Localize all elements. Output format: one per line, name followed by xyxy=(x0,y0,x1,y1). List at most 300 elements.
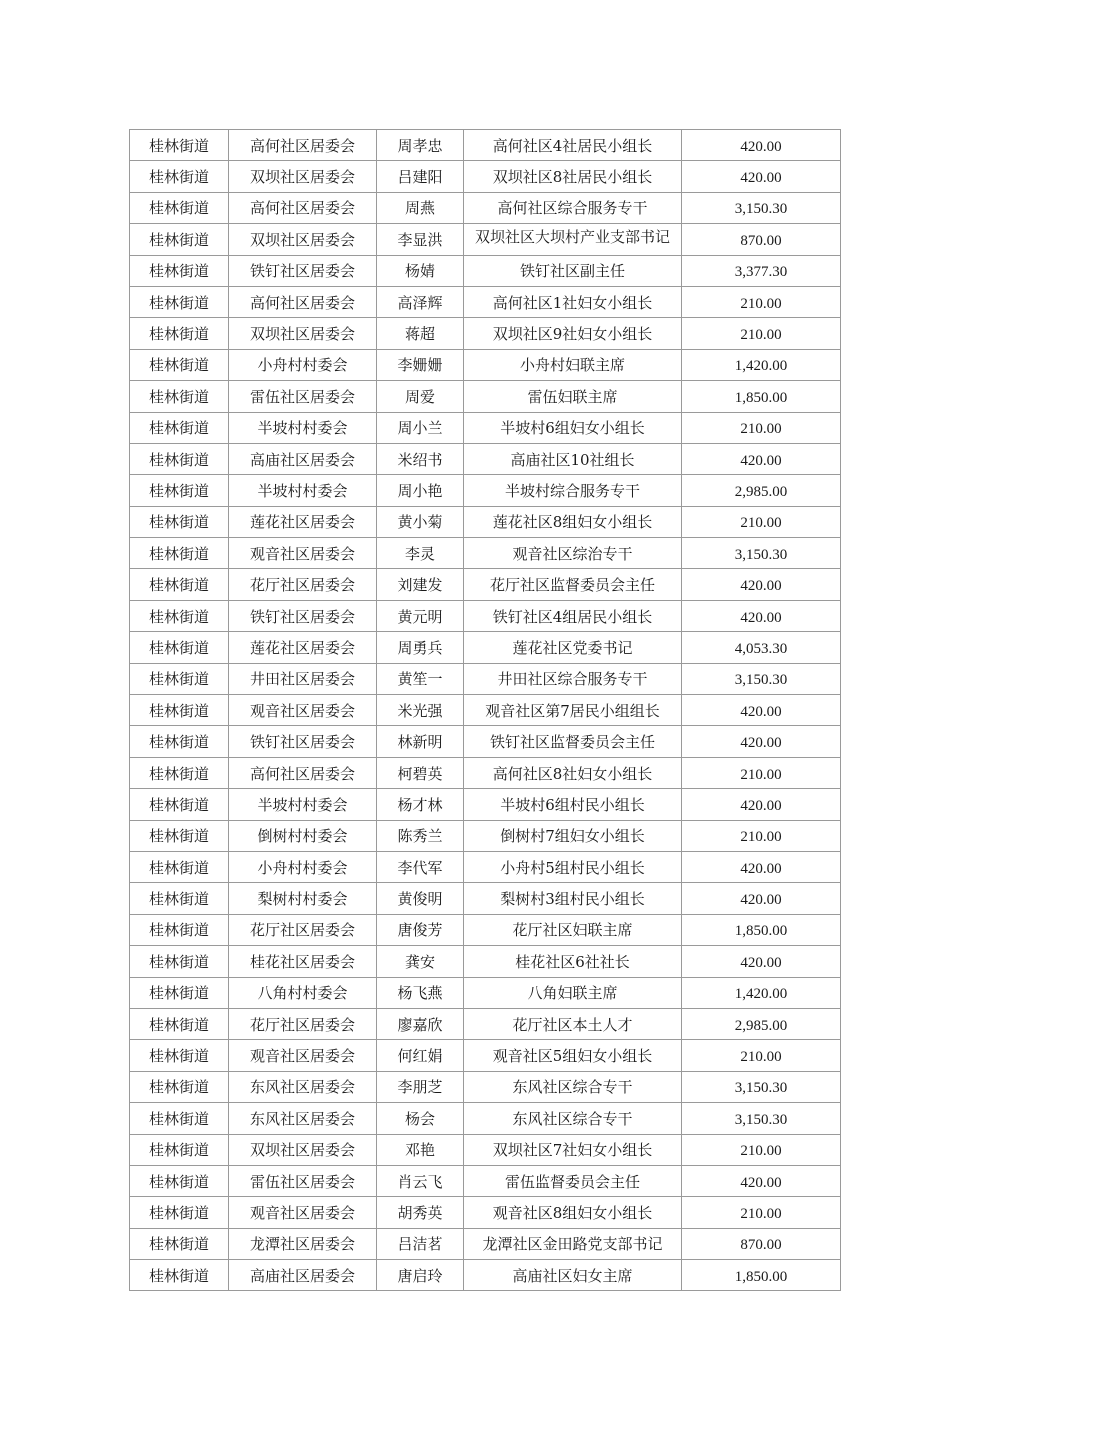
name-cell xyxy=(377,443,464,474)
position-cell-text: 东风社区综合专干 xyxy=(512,1109,633,1128)
district-cell-text: 桂林街道 xyxy=(148,638,209,657)
name-cell-text: 李朋芝 xyxy=(397,1078,443,1097)
table-row xyxy=(130,977,841,1008)
amount-cell xyxy=(682,726,841,757)
position-cell xyxy=(464,1008,682,1039)
name-cell xyxy=(377,600,464,631)
name-cell xyxy=(377,883,464,914)
name-cell xyxy=(377,475,464,506)
district-cell-text: 桂林街道 xyxy=(148,168,209,187)
position-cell xyxy=(464,820,682,851)
table-row xyxy=(130,130,841,161)
district-cell xyxy=(130,1134,229,1165)
amount-cell-text: 4,053.30 xyxy=(734,640,788,657)
position-cell-text: 双坝社区大坝村产业支部书记 xyxy=(474,228,670,247)
table-row xyxy=(130,412,841,443)
amount-cell-text: 420.00 xyxy=(740,954,782,971)
district-cell xyxy=(130,475,229,506)
unit-cell xyxy=(229,820,377,851)
position-cell xyxy=(464,192,682,223)
amount-cell xyxy=(682,1134,841,1165)
amount-cell xyxy=(682,1197,841,1228)
name-cell xyxy=(377,224,464,255)
district-cell xyxy=(130,1008,229,1039)
district-cell xyxy=(130,255,229,286)
amount-cell xyxy=(682,1040,841,1071)
name-cell-text: 李姗姗 xyxy=(397,356,443,375)
district-cell xyxy=(130,1165,229,1196)
unit-cell-text: 东风社区居委会 xyxy=(249,1109,355,1128)
unit-cell xyxy=(229,1103,377,1134)
unit-cell xyxy=(229,1228,377,1259)
amount-cell xyxy=(682,883,841,914)
amount-cell-text: 420.00 xyxy=(740,797,782,814)
unit-cell-text: 莲花社区居委会 xyxy=(249,513,355,532)
unit-cell-text: 观音社区居委会 xyxy=(249,544,355,563)
name-cell xyxy=(377,1008,464,1039)
name-cell xyxy=(377,255,464,286)
amount-cell xyxy=(682,757,841,788)
position-cell xyxy=(464,443,682,474)
unit-cell xyxy=(229,600,377,631)
position-cell xyxy=(464,130,682,161)
district-cell xyxy=(130,130,229,161)
amount-cell xyxy=(682,789,841,820)
name-cell-text: 蒋超 xyxy=(404,325,435,344)
district-cell xyxy=(130,224,229,255)
amount-cell xyxy=(682,224,841,255)
unit-cell xyxy=(229,663,377,694)
name-cell-text: 陈秀兰 xyxy=(397,827,443,846)
name-cell-text: 周勇兵 xyxy=(397,638,443,657)
district-cell-text: 桂林街道 xyxy=(148,1047,209,1066)
amount-cell xyxy=(682,412,841,443)
unit-cell xyxy=(229,1197,377,1228)
table-row xyxy=(130,1197,841,1228)
position-cell-text: 铁钉社区监督委员会主任 xyxy=(489,733,655,752)
amount-cell-text: 3,150.30 xyxy=(734,672,788,689)
district-cell xyxy=(130,538,229,569)
table-row xyxy=(130,349,841,380)
amount-cell-text: 210.00 xyxy=(740,421,782,438)
unit-cell-text: 半坡村村委会 xyxy=(257,795,348,814)
district-cell-text: 桂林街道 xyxy=(148,701,209,720)
district-cell-text: 桂林街道 xyxy=(148,827,209,846)
table-row xyxy=(130,1008,841,1039)
unit-cell-text: 铁钉社区居委会 xyxy=(249,262,355,281)
amount-cell xyxy=(682,569,841,600)
district-cell xyxy=(130,883,229,914)
district-cell-text: 桂林街道 xyxy=(148,325,209,344)
unit-cell-text: 高何社区居委会 xyxy=(249,764,355,783)
district-cell xyxy=(130,1103,229,1134)
position-cell-text: 高何社区1社妇女小组长 xyxy=(492,293,653,312)
district-cell xyxy=(130,977,229,1008)
name-cell-text: 周小艳 xyxy=(397,481,443,500)
table-row xyxy=(130,538,841,569)
district-cell-text: 桂林街道 xyxy=(148,1078,209,1097)
name-cell xyxy=(377,538,464,569)
amount-cell-text: 420.00 xyxy=(740,578,782,595)
position-cell xyxy=(464,632,682,663)
district-cell xyxy=(130,600,229,631)
position-cell xyxy=(464,569,682,600)
district-cell-text: 桂林街道 xyxy=(148,1235,209,1254)
unit-cell-text: 高何社区居委会 xyxy=(249,136,355,155)
table-row xyxy=(130,1260,841,1291)
district-cell-text: 桂林街道 xyxy=(148,1015,209,1034)
unit-cell-text: 桂花社区居委会 xyxy=(249,952,355,971)
unit-cell-text: 双坝社区居委会 xyxy=(249,230,355,249)
unit-cell xyxy=(229,538,377,569)
position-cell-text: 半坡村6组村民小组长 xyxy=(500,795,645,814)
position-cell-text: 雷伍监督委员会主任 xyxy=(504,1172,640,1191)
name-cell xyxy=(377,977,464,1008)
position-cell-text: 莲花社区8组妇女小组长 xyxy=(492,513,653,532)
position-cell-text: 高何社区8社妇女小组长 xyxy=(492,764,653,783)
district-cell xyxy=(130,286,229,317)
name-cell-text: 周爱 xyxy=(404,387,435,406)
name-cell xyxy=(377,569,464,600)
district-cell xyxy=(130,663,229,694)
unit-cell-text: 高庙社区居委会 xyxy=(249,450,355,469)
table-row xyxy=(130,1103,841,1134)
unit-cell-text: 梨树村村委会 xyxy=(257,890,348,909)
position-cell xyxy=(464,1228,682,1259)
position-cell-text: 梨树村3组村民小组长 xyxy=(500,890,645,909)
district-cell-text: 桂林街道 xyxy=(148,984,209,1003)
district-cell xyxy=(130,1260,229,1291)
district-cell-text: 桂林街道 xyxy=(148,670,209,689)
unit-cell-text: 莲花社区居委会 xyxy=(249,638,355,657)
amount-cell-text: 420.00 xyxy=(740,452,782,469)
district-cell-text: 桂林街道 xyxy=(148,450,209,469)
table-row xyxy=(130,946,841,977)
name-cell xyxy=(377,1103,464,1134)
table-row xyxy=(130,663,841,694)
position-cell xyxy=(464,1103,682,1134)
unit-cell xyxy=(229,1008,377,1039)
roster-table xyxy=(129,129,841,1291)
amount-cell xyxy=(682,851,841,882)
name-cell xyxy=(377,349,464,380)
amount-cell xyxy=(682,192,841,223)
district-cell-text: 桂林街道 xyxy=(148,1203,209,1222)
unit-cell xyxy=(229,443,377,474)
name-cell xyxy=(377,695,464,726)
amount-cell-text: 2,985.00 xyxy=(734,483,788,500)
unit-cell-text: 双坝社区居委会 xyxy=(249,168,355,187)
position-cell xyxy=(464,412,682,443)
amount-cell-text: 210.00 xyxy=(740,766,782,783)
amount-cell-text: 3,150.30 xyxy=(734,546,788,563)
amount-cell xyxy=(682,820,841,851)
amount-cell-text: 3,377.30 xyxy=(734,264,788,281)
amount-cell-text: 210.00 xyxy=(740,327,782,344)
unit-cell-text: 东风社区居委会 xyxy=(249,1078,355,1097)
district-cell-text: 桂林街道 xyxy=(148,419,209,438)
position-cell xyxy=(464,600,682,631)
unit-cell-text: 双坝社区居委会 xyxy=(249,325,355,344)
district-cell xyxy=(130,1071,229,1102)
table-row xyxy=(130,914,841,945)
district-cell-text: 桂林街道 xyxy=(148,387,209,406)
name-cell xyxy=(377,130,464,161)
name-cell xyxy=(377,946,464,977)
position-cell xyxy=(464,1165,682,1196)
position-cell-text: 铁钉社区4组居民小组长 xyxy=(492,607,653,626)
table-row xyxy=(130,851,841,882)
district-cell xyxy=(130,192,229,223)
name-cell-text: 米光强 xyxy=(397,701,443,720)
district-cell-text: 桂林街道 xyxy=(148,136,209,155)
district-cell-text: 桂林街道 xyxy=(148,607,209,626)
table-row xyxy=(130,475,841,506)
name-cell-text: 邓艳 xyxy=(404,1141,435,1160)
district-cell xyxy=(130,914,229,945)
position-cell xyxy=(464,726,682,757)
amount-cell xyxy=(682,977,841,1008)
district-cell-text: 桂林街道 xyxy=(148,481,209,500)
amount-cell xyxy=(682,663,841,694)
amount-cell xyxy=(682,600,841,631)
amount-cell-text: 210.00 xyxy=(740,829,782,846)
district-cell xyxy=(130,946,229,977)
district-cell xyxy=(130,1040,229,1071)
unit-cell-text: 双坝社区居委会 xyxy=(249,1141,355,1160)
unit-cell xyxy=(229,130,377,161)
table-row xyxy=(130,255,841,286)
table-row xyxy=(130,443,841,474)
unit-cell xyxy=(229,1071,377,1102)
unit-cell-text: 井田社区居委会 xyxy=(249,670,355,689)
amount-cell-text: 1,850.00 xyxy=(734,1268,788,1285)
amount-cell-text: 1,420.00 xyxy=(734,986,788,1003)
unit-cell xyxy=(229,632,377,663)
position-cell-text: 小舟村妇联主席 xyxy=(519,356,625,375)
position-cell xyxy=(464,286,682,317)
table-row xyxy=(130,1134,841,1165)
unit-cell-text: 高何社区居委会 xyxy=(249,199,355,218)
amount-cell xyxy=(682,381,841,412)
table-row xyxy=(130,381,841,412)
amount-cell xyxy=(682,538,841,569)
district-cell-text: 桂林街道 xyxy=(148,544,209,563)
unit-cell-text: 观音社区居委会 xyxy=(249,1203,355,1222)
table-row xyxy=(130,1228,841,1259)
name-cell-text: 唐启玲 xyxy=(397,1266,443,1285)
unit-cell-text: 观音社区居委会 xyxy=(249,701,355,720)
position-cell-text: 高庙社区10社组长 xyxy=(510,450,635,469)
unit-cell xyxy=(229,914,377,945)
name-cell-text: 杨会 xyxy=(404,1109,435,1128)
district-cell xyxy=(130,349,229,380)
name-cell xyxy=(377,286,464,317)
position-cell-text: 观音社区5组妇女小组长 xyxy=(492,1047,653,1066)
amount-cell xyxy=(682,318,841,349)
name-cell xyxy=(377,318,464,349)
district-cell xyxy=(130,757,229,788)
table-row xyxy=(130,820,841,851)
unit-cell xyxy=(229,1165,377,1196)
district-cell xyxy=(130,726,229,757)
district-cell-text: 桂林街道 xyxy=(148,1266,209,1285)
roster-table-body xyxy=(130,130,841,1291)
unit-cell xyxy=(229,977,377,1008)
district-cell-text: 桂林街道 xyxy=(148,1109,209,1128)
name-cell xyxy=(377,663,464,694)
position-cell-text: 高何社区4社居民小组长 xyxy=(492,136,653,155)
amount-cell-text: 420.00 xyxy=(740,170,782,187)
table-row xyxy=(130,695,841,726)
position-cell xyxy=(464,977,682,1008)
unit-cell xyxy=(229,475,377,506)
unit-cell-text: 观音社区居委会 xyxy=(249,1047,355,1066)
table-row xyxy=(130,192,841,223)
position-cell-text: 双坝社区7社妇女小组长 xyxy=(492,1141,653,1160)
name-cell-text: 黄小菊 xyxy=(397,513,443,532)
district-cell-text: 桂林街道 xyxy=(148,1172,209,1191)
position-cell xyxy=(464,695,682,726)
district-cell xyxy=(130,851,229,882)
position-cell xyxy=(464,851,682,882)
name-cell-text: 唐俊芳 xyxy=(397,921,443,940)
unit-cell-text: 高庙社区居委会 xyxy=(249,1266,355,1285)
position-cell-text: 井田社区综合服务专干 xyxy=(497,670,648,689)
unit-cell-text: 高何社区居委会 xyxy=(249,293,355,312)
district-cell-text: 桂林街道 xyxy=(148,262,209,281)
amount-cell-text: 210.00 xyxy=(740,295,782,312)
name-cell-text: 黄俊明 xyxy=(397,890,443,909)
position-cell-text: 龙潭社区金田路党支部书记 xyxy=(482,1235,663,1254)
amount-cell xyxy=(682,695,841,726)
name-cell-text: 吕洁茗 xyxy=(397,1235,443,1254)
amount-cell-text: 870.00 xyxy=(740,1237,782,1254)
district-cell-text: 桂林街道 xyxy=(148,576,209,595)
unit-cell xyxy=(229,726,377,757)
position-cell-text: 东风社区综合专干 xyxy=(512,1078,633,1097)
district-cell-text: 桂林街道 xyxy=(148,1141,209,1160)
name-cell xyxy=(377,726,464,757)
amount-cell xyxy=(682,130,841,161)
position-cell xyxy=(464,1197,682,1228)
name-cell-text: 胡秀英 xyxy=(397,1203,443,1222)
unit-cell xyxy=(229,349,377,380)
position-cell xyxy=(464,224,682,255)
unit-cell-text: 铁钉社区居委会 xyxy=(249,607,355,626)
amount-cell-text: 1,850.00 xyxy=(734,923,788,940)
position-cell-text: 花厅社区妇联主席 xyxy=(512,921,633,940)
district-cell-text: 桂林街道 xyxy=(148,952,209,971)
name-cell xyxy=(377,506,464,537)
name-cell-text: 高泽辉 xyxy=(397,293,443,312)
district-cell-text: 桂林街道 xyxy=(148,858,209,877)
table-row xyxy=(130,1165,841,1196)
unit-cell-text: 半坡村村委会 xyxy=(257,481,348,500)
name-cell-text: 刘建发 xyxy=(397,576,443,595)
position-cell-text: 花厅社区本土人才 xyxy=(512,1015,633,1034)
name-cell xyxy=(377,412,464,443)
unit-cell xyxy=(229,789,377,820)
position-cell xyxy=(464,1071,682,1102)
unit-cell-text: 半坡村村委会 xyxy=(257,419,348,438)
district-cell xyxy=(130,1228,229,1259)
unit-cell xyxy=(229,883,377,914)
amount-cell-text: 870.00 xyxy=(740,232,782,249)
amount-cell-text: 2,985.00 xyxy=(734,1017,788,1034)
district-cell xyxy=(130,695,229,726)
name-cell xyxy=(377,1071,464,1102)
amount-cell xyxy=(682,1071,841,1102)
position-cell xyxy=(464,349,682,380)
district-cell xyxy=(130,1197,229,1228)
district-cell xyxy=(130,789,229,820)
name-cell-text: 杨才林 xyxy=(397,795,443,814)
unit-cell-text: 八角村村委会 xyxy=(257,984,348,1003)
district-cell-text: 桂林街道 xyxy=(148,356,209,375)
table-row xyxy=(130,883,841,914)
name-cell-text: 柯碧英 xyxy=(397,764,443,783)
position-cell xyxy=(464,663,682,694)
unit-cell xyxy=(229,757,377,788)
district-cell-text: 桂林街道 xyxy=(148,795,209,814)
position-cell-text: 双坝社区9社妇女小组长 xyxy=(492,325,653,344)
amount-cell-text: 3,150.30 xyxy=(734,1111,788,1128)
district-cell-text: 桂林街道 xyxy=(148,230,209,249)
amount-cell-text: 210.00 xyxy=(740,1143,782,1160)
position-cell xyxy=(464,318,682,349)
position-cell-text: 高何社区综合服务专干 xyxy=(497,199,648,218)
unit-cell xyxy=(229,1134,377,1165)
position-cell xyxy=(464,475,682,506)
district-cell-text: 桂林街道 xyxy=(148,293,209,312)
table-row xyxy=(130,600,841,631)
unit-cell-text: 小舟村村委会 xyxy=(257,858,348,877)
position-cell-text: 双坝社区8社居民小组长 xyxy=(492,168,653,187)
district-cell-text: 桂林街道 xyxy=(148,890,209,909)
name-cell-text: 杨婧 xyxy=(404,262,435,281)
amount-cell xyxy=(682,946,841,977)
name-cell-text: 李显洪 xyxy=(397,230,443,249)
amount-cell xyxy=(682,1165,841,1196)
name-cell xyxy=(377,161,464,192)
position-cell xyxy=(464,538,682,569)
district-cell-text: 桂林街道 xyxy=(148,733,209,752)
unit-cell-text: 雷伍社区居委会 xyxy=(249,1172,355,1191)
unit-cell xyxy=(229,1260,377,1291)
amount-cell xyxy=(682,1008,841,1039)
amount-cell xyxy=(682,1103,841,1134)
amount-cell-text: 420.00 xyxy=(740,892,782,909)
unit-cell xyxy=(229,851,377,882)
position-cell xyxy=(464,946,682,977)
amount-cell-text: 420.00 xyxy=(740,860,782,877)
name-cell xyxy=(377,757,464,788)
district-cell-text: 桂林街道 xyxy=(148,513,209,532)
position-cell-text: 半坡村综合服务专干 xyxy=(504,481,640,500)
name-cell-text: 林新明 xyxy=(397,733,443,752)
unit-cell-text: 龙潭社区居委会 xyxy=(249,1235,355,1254)
position-cell-text: 观音社区第7居民小组组长 xyxy=(485,701,660,720)
unit-cell xyxy=(229,695,377,726)
unit-cell xyxy=(229,192,377,223)
name-cell-text: 廖嘉欣 xyxy=(397,1015,443,1034)
unit-cell xyxy=(229,286,377,317)
table-row xyxy=(130,632,841,663)
name-cell xyxy=(377,1134,464,1165)
amount-cell-text: 3,150.30 xyxy=(734,201,788,218)
position-cell xyxy=(464,914,682,945)
